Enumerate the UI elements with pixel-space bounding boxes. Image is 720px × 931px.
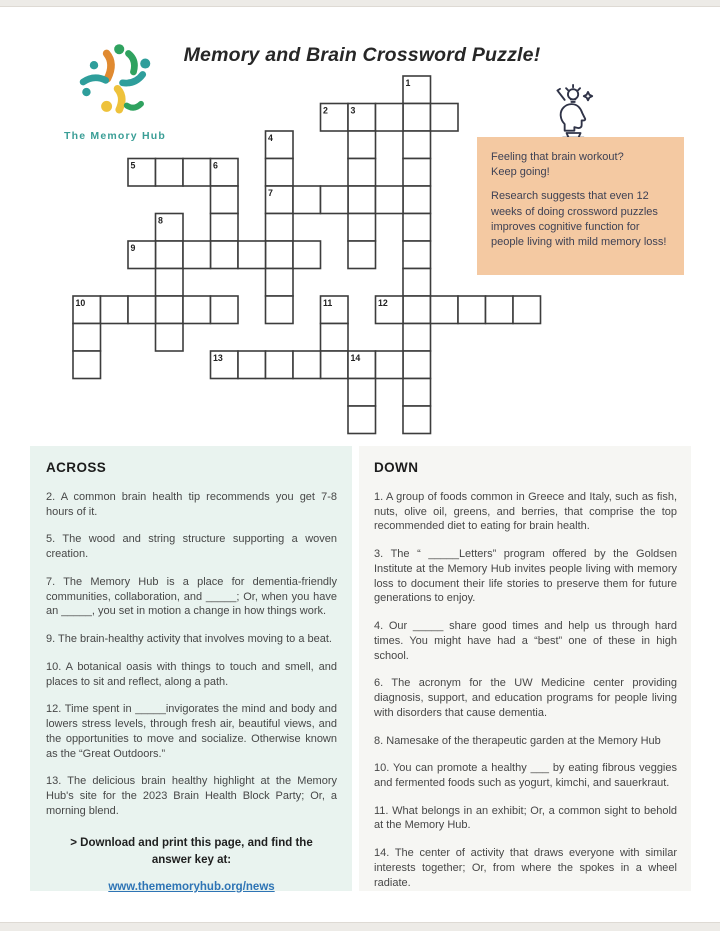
across-header: ACROSS bbox=[46, 460, 107, 475]
crossword-cell bbox=[73, 351, 101, 379]
thinking-head-icon bbox=[546, 84, 602, 140]
down-clue-list bbox=[374, 490, 677, 890]
crossword-cell bbox=[348, 131, 376, 159]
crossword-cell bbox=[403, 351, 431, 379]
tip-box bbox=[477, 137, 684, 275]
crossword-cell bbox=[183, 159, 211, 187]
crossword-cell bbox=[431, 104, 459, 132]
across-clue-list bbox=[46, 490, 337, 818]
clue-number: 1. bbox=[374, 491, 384, 503]
crossword-number: 5 bbox=[130, 160, 136, 171]
down-header: DOWN bbox=[374, 460, 419, 475]
down-clue-4 bbox=[374, 619, 677, 663]
clue-text: The wood and string structure supporting a woven creation. bbox=[46, 533, 337, 561]
clue-text: The Memory Hub is a place for dementia-friendly communities, collaboration, and _____; Or, when you have an _____, you set in motion a change in how things work. bbox=[46, 575, 337, 618]
crossword-cell bbox=[238, 351, 266, 379]
tip-line-2: Keep going! bbox=[491, 166, 550, 179]
clue-number: 7. bbox=[46, 575, 56, 588]
crossword-cell bbox=[266, 269, 294, 297]
crossword-cell bbox=[348, 241, 376, 269]
clue-text: You can promote a healthy ___ by eating fibrous veggies and fermented foods such as yogurt, kimchi, and sauerkraut. bbox=[374, 762, 677, 790]
crossword-cell bbox=[348, 159, 376, 187]
clue-text: Our _____ share good times and help us through hard times. You might have had a “best” one of these in high school. bbox=[374, 620, 677, 662]
crossword-cell bbox=[321, 351, 349, 379]
crossword-number: 11 bbox=[323, 298, 333, 308]
crossword-cell bbox=[458, 296, 486, 324]
crossword-cell bbox=[403, 186, 431, 214]
down-panel bbox=[359, 446, 691, 891]
clue-number: 12. bbox=[46, 703, 62, 716]
crossword-number: 3 bbox=[350, 105, 356, 116]
page-title: Memory and Brain Crossword Puzzle! bbox=[183, 44, 541, 66]
logo-wordmark: The Memory Hub bbox=[64, 130, 166, 142]
crossword-cell bbox=[403, 131, 431, 159]
crossword-cell bbox=[403, 379, 431, 407]
clue-number: 5. bbox=[46, 533, 56, 546]
crossword-cell bbox=[403, 104, 431, 132]
clue-number: 2. bbox=[46, 491, 56, 503]
down-clue-6 bbox=[374, 676, 677, 720]
clue-number: 9. bbox=[46, 633, 56, 646]
crossword-number: 10 bbox=[75, 298, 86, 308]
crossword-cell bbox=[73, 324, 101, 352]
crossword-cell bbox=[431, 296, 459, 324]
clue-text: What belongs in an exhibit; Or, a common sight to behold at the Memory Hub. bbox=[374, 804, 678, 832]
crossword-cell bbox=[211, 214, 239, 242]
crossword-cell bbox=[348, 406, 376, 434]
crossword-cell bbox=[403, 214, 431, 242]
crossword-cell bbox=[156, 241, 184, 269]
crossword-cell bbox=[238, 241, 266, 269]
clue-number: 13. bbox=[46, 775, 62, 788]
crossword-cell bbox=[376, 351, 404, 379]
across-clue-9 bbox=[46, 632, 337, 647]
crossword-cell bbox=[211, 241, 239, 269]
clue-text: The brain-healthy activity that involves moving to a beat. bbox=[58, 633, 332, 646]
crossword-cell bbox=[348, 379, 376, 407]
clue-number: 10. bbox=[46, 660, 62, 673]
crossword-number: 2 bbox=[323, 105, 328, 116]
crossword-number: 6 bbox=[213, 160, 218, 171]
crossword-cell bbox=[266, 351, 294, 379]
across-clue-7 bbox=[46, 575, 337, 619]
crossword-cell bbox=[293, 351, 321, 379]
clue-text: Time spent in _____invigorates the mind and body and lowers stress levels, through fresh air, beautiful views, and the opportunities to move and socialize. Otherwise known as the “Great Outdoors.” bbox=[46, 703, 338, 760]
crossword-cell bbox=[211, 296, 239, 324]
crossword-cell bbox=[403, 159, 431, 187]
across-clue-10 bbox=[46, 660, 337, 689]
clue-text: The delicious brain healthy highlight at the Memory Hub's site for the 2023 Brain Health Block Party; Or, a morning blend. bbox=[46, 775, 338, 817]
crossword-cell bbox=[266, 241, 294, 269]
crossword-cell bbox=[403, 241, 431, 269]
clue-number: 3. bbox=[374, 548, 384, 561]
crossword-cell bbox=[266, 159, 294, 187]
crossword-cell bbox=[266, 214, 294, 242]
crossword-number: 14 bbox=[350, 353, 361, 363]
crossword-number: 12 bbox=[378, 298, 388, 308]
page-edge-top bbox=[0, 0, 720, 7]
clue-number: 8. bbox=[374, 734, 384, 747]
clue-text: A common brain health tip recommends you get 7-8 hours of it. bbox=[46, 491, 337, 518]
across-clue-5 bbox=[46, 532, 337, 561]
crossword-number: 1 bbox=[405, 78, 411, 88]
crossword-cell bbox=[101, 296, 129, 324]
crossword-cell bbox=[128, 296, 156, 324]
crossword-number: 8 bbox=[158, 215, 163, 226]
crossword-cell bbox=[513, 296, 541, 324]
clue-text: Namesake of the therapeutic garden at the Memory Hub bbox=[386, 734, 661, 747]
page-edge-bottom bbox=[0, 922, 720, 931]
tip-body: Research suggests that even 12 weeks of doing crossword puzzles improves cognitive function for people living with mild memory loss! bbox=[491, 190, 667, 248]
crossword-cell bbox=[183, 241, 211, 269]
crossword-cell bbox=[156, 296, 184, 324]
crossword-number: 9 bbox=[130, 243, 136, 253]
clue-text: The “ _____Letters” program offered by the Goldsen Institute at the Memory Hub invites people living with memory loss to document their life stories to preserve them for future generations to enjoy. bbox=[374, 548, 678, 605]
down-clue-3 bbox=[374, 547, 677, 606]
tip-line-1: Feeling that brain workout? bbox=[491, 151, 624, 163]
down-clue-14 bbox=[374, 846, 677, 890]
crossword-cell bbox=[156, 324, 184, 352]
crossword-cell bbox=[156, 269, 184, 297]
crossword-number: 4 bbox=[268, 133, 273, 143]
down-clue-8 bbox=[374, 734, 677, 749]
crossword-cell bbox=[376, 186, 404, 214]
crossword-cell bbox=[293, 241, 321, 269]
crossword-cell bbox=[321, 324, 349, 352]
clue-number: 14. bbox=[374, 847, 390, 860]
crossword-number: 7 bbox=[268, 188, 273, 198]
clue-text: The acronym for the UW Medicine center providing diagnosis, support, and education programs for people living with disorders that cause dementia. bbox=[374, 677, 677, 719]
clue-number: 6. bbox=[374, 677, 384, 690]
clue-text: A group of foods common in Greece and Italy, such as fish, nuts, olive oil, greens, and berries, that comprise the top recommended diet to eating for brain health. bbox=[374, 491, 678, 533]
across-panel bbox=[30, 446, 352, 891]
download-note: > Download and print this page, and find the answer key at: bbox=[70, 837, 313, 866]
clue-number: 10. bbox=[374, 762, 390, 775]
crossword-cell bbox=[183, 296, 211, 324]
crossword-cell bbox=[376, 104, 404, 132]
crossword-cell bbox=[403, 406, 431, 434]
crossword-cell bbox=[348, 186, 376, 214]
crossword-cell bbox=[403, 324, 431, 352]
crossword-cell bbox=[156, 159, 184, 187]
answer-key-link[interactable]: www.thememoryhub.org/news bbox=[108, 880, 275, 893]
crossword-cell bbox=[266, 296, 294, 324]
crossword-cell bbox=[211, 186, 239, 214]
clue-number: 4. bbox=[374, 620, 384, 633]
crossword-cell bbox=[293, 186, 321, 214]
crossword-cell bbox=[348, 214, 376, 242]
crossword-cell bbox=[403, 296, 431, 324]
crossword-number: 13 bbox=[213, 353, 223, 363]
clue-text: The center of activity that draws everyone with similar interests together; Or, from where the spokes in a wheel radiate. bbox=[374, 847, 678, 889]
crossword-cell bbox=[321, 186, 349, 214]
down-clue-10 bbox=[374, 761, 677, 790]
across-clue-13 bbox=[46, 774, 337, 818]
clue-number: 11. bbox=[374, 804, 389, 817]
crossword-cell bbox=[403, 269, 431, 297]
down-clue-11 bbox=[374, 804, 677, 833]
across-clue-12 bbox=[46, 702, 337, 761]
across-clue-2 bbox=[46, 490, 337, 519]
down-clue-1 bbox=[374, 490, 677, 534]
crossword-cell bbox=[486, 296, 514, 324]
crossword-grid bbox=[71, 74, 543, 436]
clue-text: A botanical oasis with things to touch and smell, and places to sit and reflect, along a path. bbox=[46, 660, 338, 688]
